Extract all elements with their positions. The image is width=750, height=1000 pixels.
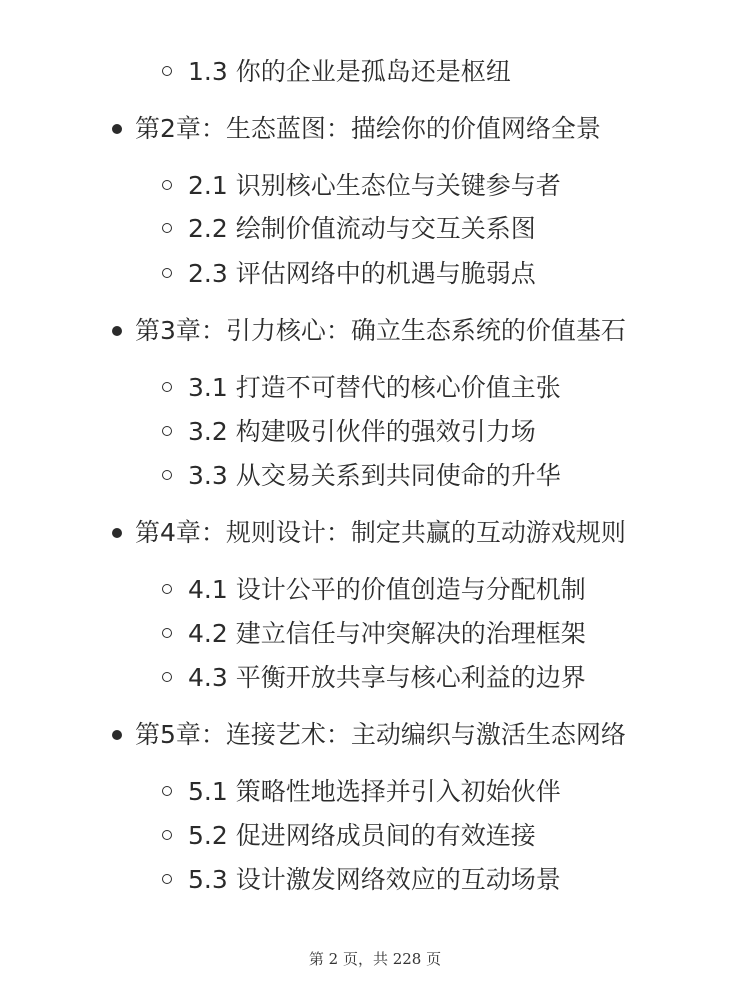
toc-chapter-text: 第2章：生态蓝图：描绘你的价值网络全景 — [135, 114, 601, 143]
toc-section-text: 3.3 从交易关系到共同使命的升华 — [188, 461, 561, 490]
toc-section-text: 2.2 绘制价值流动与交互关系图 — [188, 214, 536, 243]
circle-bullet-icon — [162, 223, 172, 233]
circle-bullet-icon — [162, 66, 172, 76]
disc-bullet-icon — [112, 528, 122, 538]
toc-section-text: 4.3 平衡开放共享与核心利益的边界 — [188, 663, 586, 692]
circle-bullet-icon — [162, 786, 172, 796]
circle-bullet-icon — [162, 628, 172, 638]
page-footer: 第 2 页，共 228 页 — [308, 950, 442, 968]
toc-chapter-text: 第3章：引力核心：确立生态系统的价值基石 — [135, 316, 626, 345]
toc-chapter-text: 第4章：规则设计：制定共赢的互动游戏规则 — [135, 518, 626, 547]
circle-bullet-icon — [162, 426, 172, 436]
circle-bullet-icon — [162, 672, 172, 682]
toc-section-text: 5.1 策略性地选择并引入初始伙伴 — [188, 777, 561, 806]
toc-section-text: 2.1 识别核心生态位与关键参与者 — [188, 171, 561, 200]
toc-section-text: 3.1 打造不可替代的核心价值主张 — [188, 373, 561, 402]
toc-section-text: 1.3 你的企业是孤岛还是枢纽 — [188, 57, 511, 86]
toc-section-text: 5.3 设计激发网络效应的互动场景 — [188, 865, 561, 894]
toc-chapter-text: 第5章：连接艺术：主动编织与激活生态网络 — [135, 720, 626, 749]
circle-bullet-icon — [162, 830, 172, 840]
circle-bullet-icon — [162, 584, 172, 594]
circle-bullet-icon — [162, 268, 172, 278]
circle-bullet-icon — [162, 874, 172, 884]
circle-bullet-icon — [162, 470, 172, 480]
disc-bullet-icon — [112, 730, 122, 740]
toc-section-text: 4.1 设计公平的价值创造与分配机制 — [188, 575, 586, 604]
disc-bullet-icon — [112, 124, 122, 134]
circle-bullet-icon — [162, 180, 172, 190]
disc-bullet-icon — [112, 326, 122, 336]
toc-section-text: 5.2 促进网络成员间的有效连接 — [188, 821, 536, 850]
toc-section-text: 3.2 构建吸引伙伴的强效引力场 — [188, 417, 536, 446]
toc-section-text: 4.2 建立信任与冲突解决的治理框架 — [188, 619, 586, 648]
circle-bullet-icon — [162, 382, 172, 392]
toc-section-text: 2.3 评估网络中的机遇与脆弱点 — [188, 259, 536, 288]
